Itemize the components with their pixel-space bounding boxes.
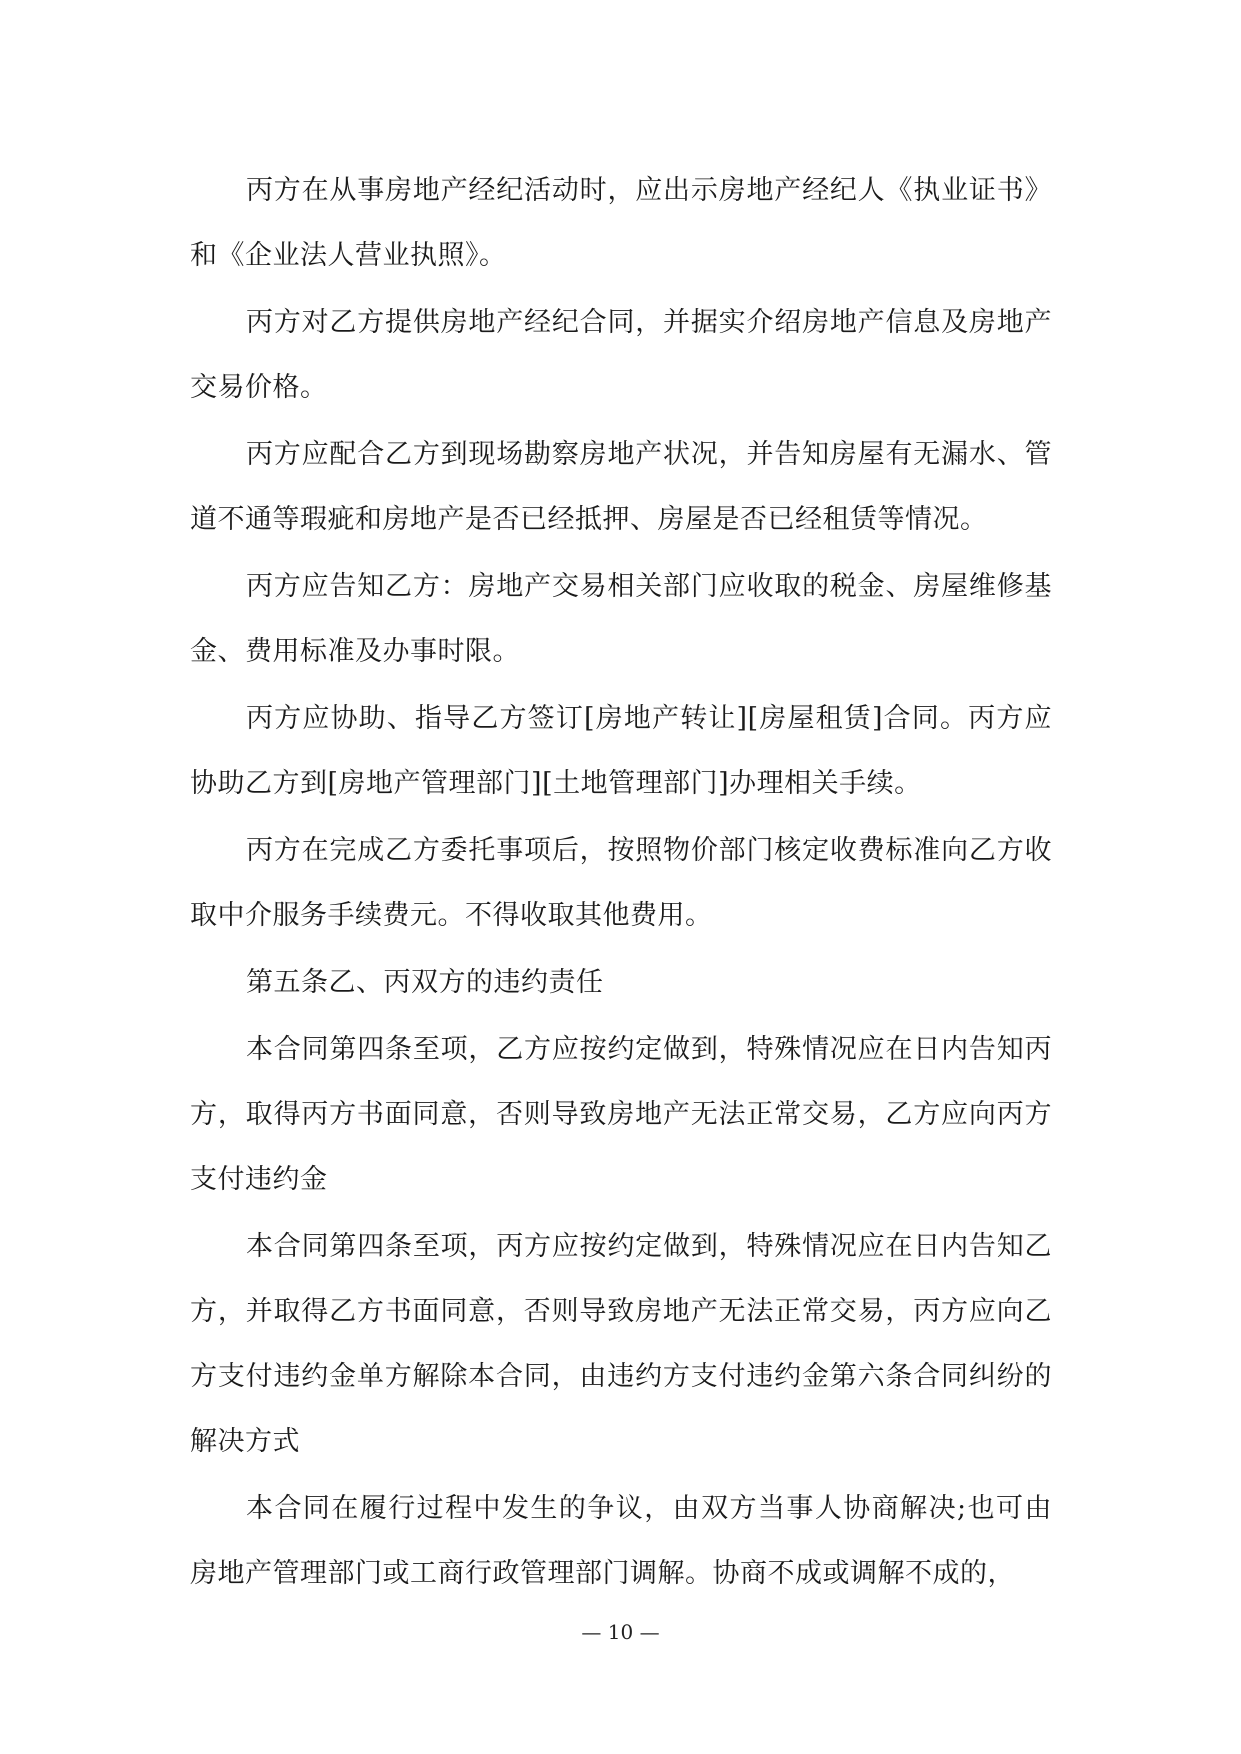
paragraph: 本合同第四条至项，丙方应按约定做到，特殊情况应在日内告知乙方，并取得乙方书面同意，否则导致房地产无法正常交易，丙方应向乙方支付违约金单方解除本合同，由违约方支付违约金第六条合同纠纷的解决方式 xyxy=(190,1231,1052,1457)
paragraph: 丙方应告知乙方：房地产交易相关部门应收取的税金、房屋维修基金、费用标准及办事时限。 xyxy=(190,571,1052,667)
page-number: — 10 — xyxy=(581,1620,660,1644)
paragraph: 丙方在从事房地产经纪活动时，应出示房地产经纪人《执业证书》和《企业法人营业执照》。 xyxy=(190,175,1052,271)
paragraph: 丙方应配合乙方到现场勘察房地产状况，并告知房屋有无漏水、管道不通等瑕疵和房地产是否已经抵押、房屋是否已经租赁等情况。 xyxy=(190,439,1052,535)
paragraph: 本合同第四条至项，乙方应按约定做到，特殊情况应在日内告知丙方，取得丙方书面同意，否则导致房地产无法正常交易，乙方应向丙方支付违约金 xyxy=(190,1034,1052,1195)
paragraph: 丙方在完成乙方委托事项后，按照物价部门核定收费标准向乙方收取中介服务手续费元。不得收取其他费用。 xyxy=(190,835,1052,931)
document-body xyxy=(190,158,1052,1608)
paragraph: 丙方对乙方提供房地产经纪合同，并据实介绍房地产信息及房地产交易价格。 xyxy=(190,307,1052,403)
paragraph: 本合同在履行过程中发生的争议，由双方当事人协商解决;也可由房地产管理部门或工商行政管理部门调解。协商不成或调解不成的， xyxy=(190,1493,1052,1589)
paragraph: 丙方应协助、指导乙方签订[房地产转让][房屋租赁]合同。丙方应协助乙方到[房地产管理部门][土地管理部门]办理相关手续。 xyxy=(190,703,1052,799)
section-heading: 第五条乙、丙双方的违约责任 xyxy=(246,967,604,998)
